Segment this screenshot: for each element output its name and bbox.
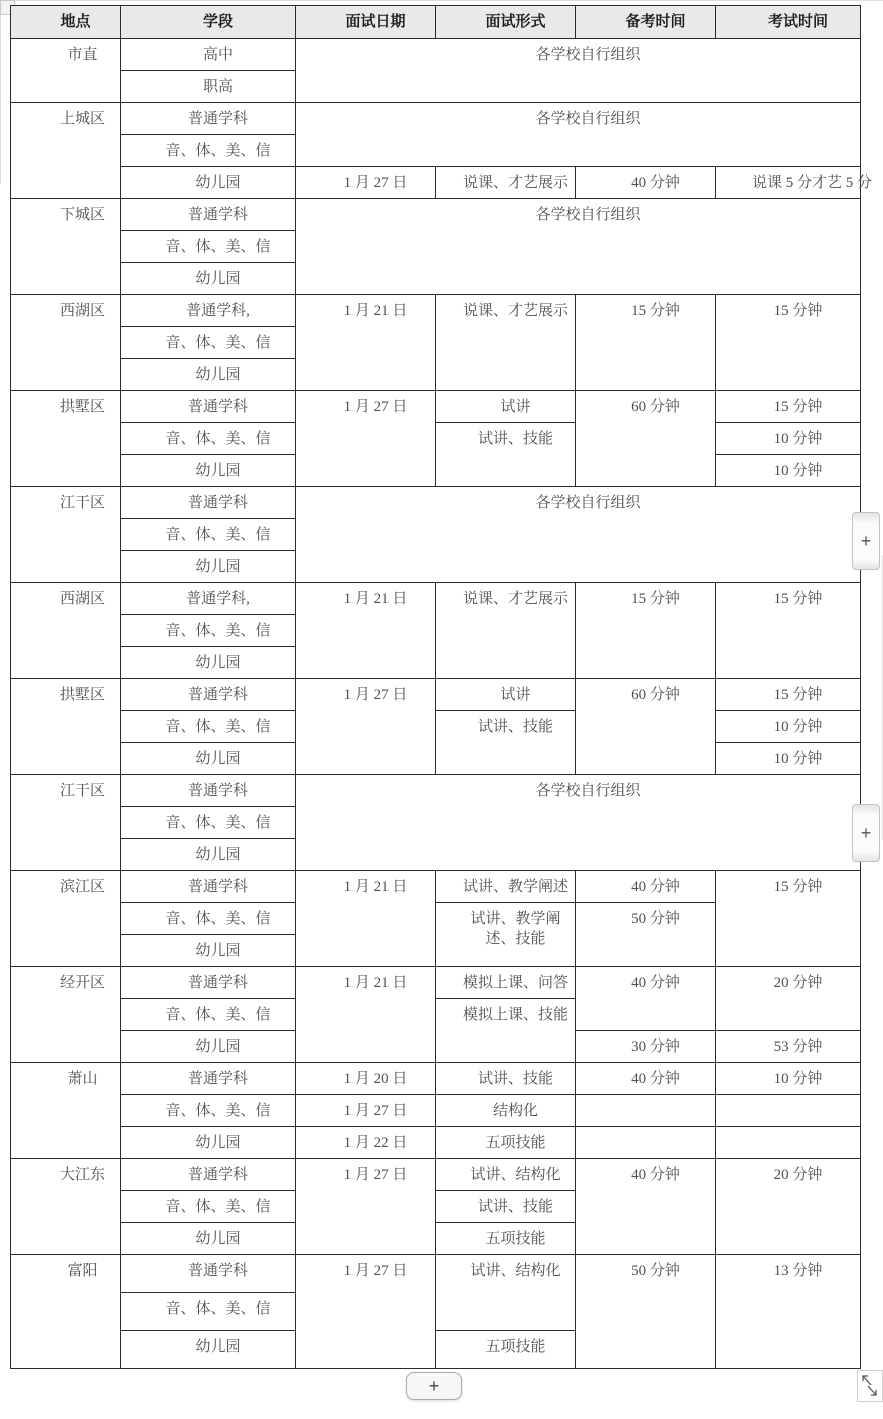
exam-cell[interactable]: 15 分钟 bbox=[716, 871, 861, 967]
stage-cell[interactable]: 普通学科 bbox=[121, 199, 296, 231]
table-row bbox=[11, 487, 861, 519]
prep-cell[interactable]: 40 分钟 bbox=[576, 1063, 716, 1095]
org-cell[interactable]: 各学校自行组织 bbox=[296, 487, 861, 583]
prep-cell[interactable]: 30 分钟 bbox=[576, 1031, 716, 1063]
stage-cell[interactable]: 普通学科 bbox=[121, 103, 296, 135]
format-cell[interactable]: 试讲、技能 bbox=[436, 1063, 576, 1095]
location-cell[interactable]: 江干区 bbox=[11, 487, 121, 583]
format-cell[interactable]: 试讲、教学阐述、技能 bbox=[436, 903, 576, 967]
location-cell[interactable]: 下城区 bbox=[11, 199, 121, 295]
format-cell[interactable]: 试讲、技能 bbox=[436, 1191, 576, 1223]
table-row bbox=[11, 871, 861, 903]
date-cell[interactable]: 1 月 27 日 bbox=[296, 391, 436, 487]
exam-cell[interactable]: 说课 5 分才艺 5 分 bbox=[716, 167, 861, 199]
location-cell[interactable]: 拱墅区 bbox=[11, 679, 121, 775]
add-column-button-lower[interactable] bbox=[852, 804, 880, 862]
table-body bbox=[11, 39, 873, 1369]
format-cell[interactable]: 试讲、结构化 bbox=[436, 1255, 576, 1331]
date-cell[interactable]: 1 月 20 日 bbox=[296, 1063, 436, 1095]
exam-cell[interactable]: 20 分钟 bbox=[716, 967, 861, 1031]
exam-cell[interactable]: 20 分钟 bbox=[716, 1159, 861, 1255]
stage-cell[interactable]: 普通学科, bbox=[121, 583, 296, 615]
date-cell[interactable]: 1 月 22 日 bbox=[296, 1127, 436, 1159]
resize-expand-icon bbox=[858, 1371, 882, 1401]
date-cell[interactable]: 1 月 27 日 bbox=[296, 1255, 436, 1369]
date-cell[interactable]: 1 月 27 日 bbox=[296, 679, 436, 775]
stage-cell[interactable]: 音、体、美、信 bbox=[121, 519, 296, 551]
table-row bbox=[11, 103, 861, 135]
plus-icon: + bbox=[860, 531, 872, 551]
stage-cell[interactable]: 幼儿园 bbox=[121, 1127, 296, 1159]
table-row bbox=[11, 1159, 861, 1191]
location-cell[interactable]: 富阳 bbox=[11, 1255, 121, 1369]
table-row bbox=[11, 967, 861, 999]
prep-cell[interactable]: 50 分钟 bbox=[576, 1255, 716, 1369]
stage-cell[interactable]: 职高 bbox=[121, 71, 296, 103]
header-prep-time[interactable]: 备考时间 bbox=[576, 6, 716, 39]
header-interview-date[interactable]: 面试日期 bbox=[296, 6, 436, 39]
stage-cell[interactable]: 幼儿园 bbox=[121, 1223, 296, 1255]
date-cell[interactable]: 1 月 21 日 bbox=[296, 967, 436, 1063]
stage-cell[interactable]: 普通学科 bbox=[121, 775, 296, 807]
prep-cell[interactable]: 40 分钟 bbox=[576, 167, 716, 199]
date-cell[interactable]: 1 月 27 日 bbox=[296, 1095, 436, 1127]
table-row bbox=[11, 391, 861, 423]
empty-cell[interactable] bbox=[716, 1095, 861, 1127]
stage-cell[interactable]: 幼儿园 bbox=[121, 647, 296, 679]
table-row bbox=[11, 775, 861, 807]
stage-cell[interactable]: 幼儿园 bbox=[121, 359, 296, 391]
format-cell[interactable]: 试讲、技能 bbox=[436, 423, 576, 487]
format-cell[interactable]: 试讲 bbox=[436, 391, 576, 423]
format-cell[interactable]: 说课、才艺展示 bbox=[436, 167, 576, 199]
stage-cell[interactable]: 普通学科 bbox=[121, 679, 296, 711]
stage-cell[interactable]: 音、体、美、信 bbox=[121, 903, 296, 935]
header-row bbox=[11, 6, 861, 39]
stage-cell[interactable]: 音、体、美、信 bbox=[121, 711, 296, 743]
stage-cell[interactable]: 幼儿园 bbox=[121, 167, 296, 199]
prep-cell[interactable]: 60 分钟 bbox=[576, 679, 716, 775]
stage-cell[interactable]: 幼儿园 bbox=[121, 935, 296, 967]
exam-cell[interactable]: 53 分钟 bbox=[716, 1031, 861, 1063]
table-row bbox=[11, 295, 861, 327]
stage-cell[interactable]: 幼儿园 bbox=[121, 455, 296, 487]
prep-cell[interactable]: 15 分钟 bbox=[576, 583, 716, 679]
exam-cell[interactable]: 10 分钟 bbox=[716, 423, 861, 455]
format-cell[interactable]: 试讲、技能 bbox=[436, 711, 576, 775]
stage-cell[interactable]: 音、体、美、信 bbox=[121, 1191, 296, 1223]
canvas-top-edge bbox=[14, 0, 883, 1]
exam-cell[interactable]: 15 分钟 bbox=[716, 679, 861, 711]
location-cell[interactable]: 西湖区 bbox=[11, 583, 121, 679]
location-cell[interactable]: 西湖区 bbox=[11, 295, 121, 391]
stage-cell[interactable]: 幼儿园 bbox=[121, 551, 296, 583]
format-cell[interactable]: 结构化 bbox=[436, 1095, 576, 1127]
stage-cell[interactable]: 音、体、美、信 bbox=[121, 999, 296, 1031]
stage-cell[interactable]: 普通学科, bbox=[121, 295, 296, 327]
header-interview-format[interactable]: 面试形式 bbox=[436, 6, 576, 39]
interview-schedule-table bbox=[10, 5, 873, 1369]
format-cell[interactable]: 五项技能 bbox=[436, 1331, 576, 1369]
stage-cell[interactable]: 普通学科 bbox=[121, 967, 296, 999]
format-cell[interactable]: 试讲 bbox=[436, 679, 576, 711]
date-cell[interactable]: 1 月 27 日 bbox=[296, 167, 436, 199]
exam-cell[interactable]: 15 分钟 bbox=[716, 391, 861, 423]
table-row bbox=[11, 167, 861, 199]
table-row bbox=[11, 711, 861, 743]
stage-cell[interactable]: 幼儿园 bbox=[121, 1331, 296, 1369]
date-cell[interactable]: 1 月 27 日 bbox=[296, 1159, 436, 1255]
format-cell[interactable]: 模拟上课、问答 bbox=[436, 967, 576, 999]
exam-cell[interactable]: 13 分钟 bbox=[716, 1255, 861, 1369]
table-row bbox=[11, 583, 861, 615]
stage-cell[interactable]: 普通学科 bbox=[121, 487, 296, 519]
format-cell[interactable]: 试讲、教学阐述 bbox=[436, 871, 576, 903]
prep-cell[interactable]: 50 分钟 bbox=[576, 903, 716, 967]
table-row bbox=[11, 423, 861, 455]
location-cell[interactable]: 萧山 bbox=[11, 1063, 121, 1159]
table-row bbox=[11, 1063, 861, 1095]
prep-cell[interactable]: 40 分钟 bbox=[576, 871, 716, 903]
stage-cell[interactable]: 音、体、美、信 bbox=[121, 615, 296, 647]
stage-cell[interactable]: 普通学科 bbox=[121, 871, 296, 903]
stage-cell[interactable]: 音、体、美、信 bbox=[121, 135, 296, 167]
location-cell[interactable]: 市直 bbox=[11, 39, 121, 103]
stage-cell[interactable]: 高中 bbox=[121, 39, 296, 71]
location-cell[interactable]: 经开区 bbox=[11, 967, 121, 1063]
format-cell[interactable]: 五项技能 bbox=[436, 1127, 576, 1159]
org-cell[interactable]: 各学校自行组织 bbox=[296, 775, 861, 871]
stage-cell[interactable]: 普通学科 bbox=[121, 391, 296, 423]
stage-cell[interactable]: 普通学科 bbox=[121, 1063, 296, 1095]
format-cell[interactable]: 说课、才艺展示 bbox=[436, 583, 576, 679]
stage-cell[interactable]: 幼儿园 bbox=[121, 839, 296, 871]
format-cell[interactable]: 说课、才艺展示 bbox=[436, 295, 576, 391]
org-cell[interactable]: 各学校自行组织 bbox=[296, 39, 861, 103]
add-row-button[interactable] bbox=[406, 1372, 462, 1400]
table-row bbox=[11, 199, 861, 231]
org-cell[interactable]: 各学校自行组织 bbox=[296, 199, 861, 295]
table-row bbox=[11, 1255, 861, 1293]
format-cell[interactable]: 模拟上课、技能 bbox=[436, 999, 576, 1063]
exam-cell[interactable]: 15 分钟 bbox=[716, 583, 861, 679]
header-stage[interactable]: 学段 bbox=[121, 6, 296, 39]
prep-cell[interactable]: 40 分钟 bbox=[576, 1159, 716, 1255]
stage-cell[interactable]: 普通学科 bbox=[121, 1255, 296, 1293]
table-resize-handle[interactable] bbox=[857, 1370, 883, 1402]
location-cell[interactable]: 大江东 bbox=[11, 1159, 121, 1255]
prep-cell[interactable]: 60 分钟 bbox=[576, 391, 716, 487]
exam-cell[interactable]: 10 分钟 bbox=[716, 1063, 861, 1095]
empty-cell[interactable] bbox=[576, 1127, 716, 1159]
table-row bbox=[11, 39, 861, 71]
date-cell[interactable]: 1 月 21 日 bbox=[296, 871, 436, 967]
empty-cell[interactable] bbox=[576, 1095, 716, 1127]
empty-cell[interactable] bbox=[716, 1127, 861, 1159]
stage-cell[interactable]: 幼儿园 bbox=[121, 263, 296, 295]
location-cell[interactable]: 江干区 bbox=[11, 775, 121, 871]
exam-cell[interactable]: 15 分钟 bbox=[716, 295, 861, 391]
location-cell[interactable]: 拱墅区 bbox=[11, 391, 121, 487]
exam-cell[interactable]: 10 分钟 bbox=[716, 743, 861, 775]
stage-cell[interactable]: 音、体、美、信 bbox=[121, 327, 296, 359]
stage-cell[interactable]: 音、体、美、信 bbox=[121, 1293, 296, 1331]
exam-cell[interactable]: 10 分钟 bbox=[716, 455, 861, 487]
prep-cell[interactable]: 15 分钟 bbox=[576, 295, 716, 391]
header-exam-time[interactable]: 考试时间 bbox=[716, 6, 861, 39]
date-cell[interactable]: 1 月 21 日 bbox=[296, 583, 436, 679]
location-cell[interactable]: 上城区 bbox=[11, 103, 121, 199]
table-row bbox=[11, 1127, 861, 1159]
table-row bbox=[11, 1095, 861, 1127]
format-cell[interactable]: 五项技能 bbox=[436, 1223, 576, 1255]
date-cell[interactable]: 1 月 21 日 bbox=[296, 295, 436, 391]
location-cell[interactable]: 滨江区 bbox=[11, 871, 121, 967]
add-column-button-upper[interactable] bbox=[852, 512, 880, 570]
plus-icon: + bbox=[428, 1376, 440, 1396]
stage-cell[interactable]: 音、体、美、信 bbox=[121, 231, 296, 263]
stage-cell[interactable]: 音、体、美、信 bbox=[121, 423, 296, 455]
stage-cell[interactable]: 音、体、美、信 bbox=[121, 807, 296, 839]
format-cell[interactable]: 试讲、结构化 bbox=[436, 1159, 576, 1191]
stage-cell[interactable]: 幼儿园 bbox=[121, 1031, 296, 1063]
stage-cell[interactable]: 音、体、美、信 bbox=[121, 1095, 296, 1127]
exam-cell[interactable]: 10 分钟 bbox=[716, 711, 861, 743]
org-cell[interactable]: 各学校自行组织 bbox=[296, 103, 861, 167]
header-location[interactable]: 地点 bbox=[11, 6, 121, 39]
table-row bbox=[11, 679, 861, 711]
canvas-left-edge bbox=[0, 14, 1, 184]
prep-cell[interactable]: 40 分钟 bbox=[576, 967, 716, 1031]
plus-icon: + bbox=[860, 823, 872, 843]
stage-cell[interactable]: 幼儿园 bbox=[121, 743, 296, 775]
stage-cell[interactable]: 普通学科 bbox=[121, 1159, 296, 1191]
